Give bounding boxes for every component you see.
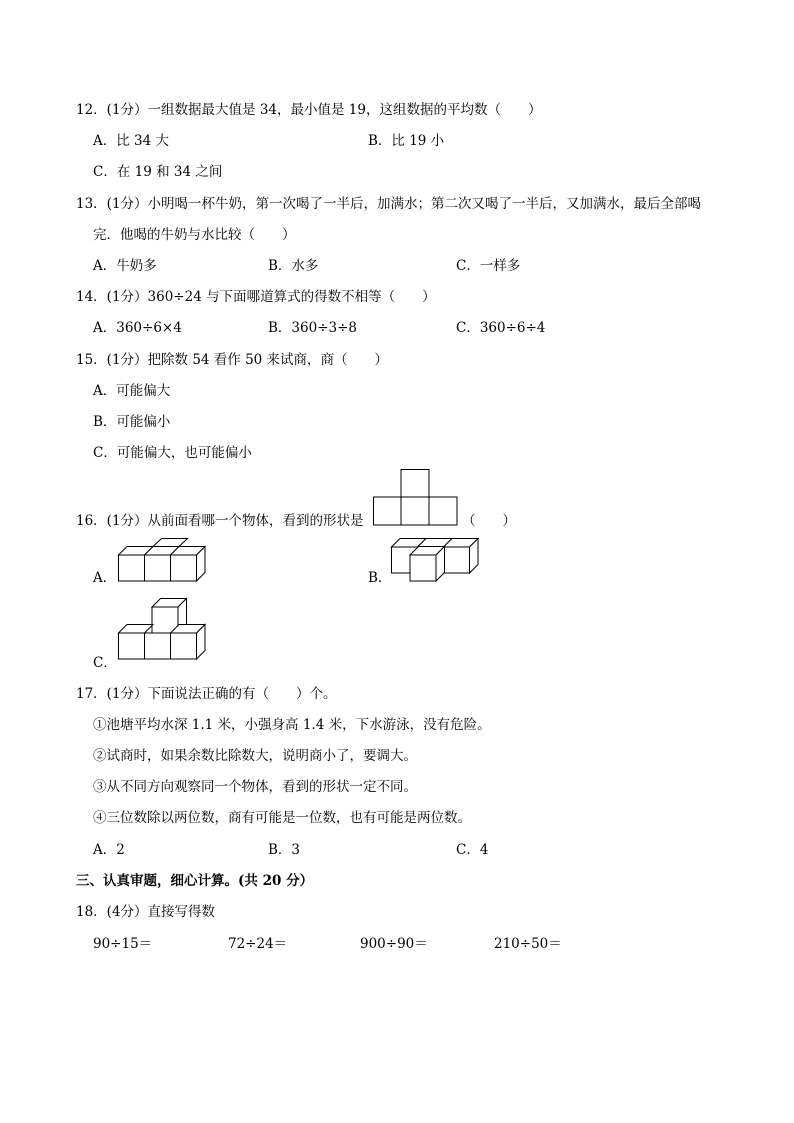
q17-option-c[interactable]: C．4 bbox=[456, 842, 489, 858]
q15-stem: 15．(1分）把除数 54 看作 50 来试商，商（ ） bbox=[76, 352, 389, 368]
q13-option-c[interactable]: C．一样多 bbox=[456, 258, 521, 274]
q16-option-c[interactable]: C． bbox=[93, 655, 117, 671]
q17-option-a[interactable]: A．2 bbox=[93, 842, 125, 858]
q17-statement-1: ①池塘平均水深 1.1 米，小强身高 1.4 米，下水游泳，没有危险。 bbox=[93, 717, 491, 733]
q16-option-a[interactable]: A． bbox=[93, 570, 117, 586]
q15-option-a[interactable]: A．可能偏大 bbox=[93, 383, 171, 399]
q17-statement-4: ④三位数除以两位数，商有可能是一位数，也有可能是两位数。 bbox=[93, 810, 471, 826]
section-3-heading: 三、认真审题，细心计算。(共 20 分） bbox=[76, 873, 314, 889]
q16-stem: 16．(1分）从前面看哪一个物体，看到的形状是 bbox=[76, 513, 364, 529]
q14-option-b[interactable]: B．360÷3÷8 bbox=[268, 320, 357, 336]
q15-option-c[interactable]: C．可能偏大，也可能偏小 bbox=[93, 445, 252, 461]
q13-stem-continued: 完．他喝的牛奶与水比较（ ） bbox=[93, 227, 296, 243]
q14-option-a[interactable]: A．360÷6×4 bbox=[93, 320, 182, 336]
q17-option-b[interactable]: B．3 bbox=[268, 842, 301, 858]
q16-option-b[interactable]: B． bbox=[368, 570, 392, 586]
q12-option-a[interactable]: A．比 34 大 bbox=[93, 133, 170, 149]
q12-option-b[interactable]: B．比 19 小 bbox=[368, 133, 445, 149]
q16-option-a-cubes[interactable] bbox=[118, 538, 208, 584]
q17-statement-3: ③从不同方向观察同一个物体，看到的形状一定不同。 bbox=[93, 779, 417, 795]
q17-stem: 17．(1分）下面说法正确的有（ ）个。 bbox=[76, 686, 337, 702]
q14-option-c[interactable]: C．360÷6÷4 bbox=[456, 320, 546, 336]
q18-expression-3: 900÷90＝ bbox=[360, 936, 428, 952]
q12-option-c[interactable]: C．在 19 和 34 之间 bbox=[93, 164, 223, 180]
q13-option-a[interactable]: A．牛奶多 bbox=[93, 258, 157, 274]
q15-option-b[interactable]: B．可能偏小 bbox=[93, 414, 171, 430]
q13-stem: 13．(1分）小明喝一杯牛奶，第一次喝了一半后，加满水；第二次又喝了一半后，又加满水，最后全部喝 bbox=[76, 196, 702, 212]
q16-option-c-cubes[interactable] bbox=[118, 598, 208, 668]
q16-stem-tail: （ ） bbox=[462, 513, 516, 529]
q14-stem: 14．(1分）360÷24 与下面哪道算式的得数不相等（ ） bbox=[76, 289, 436, 305]
q18-expression-4: 210÷50＝ bbox=[494, 936, 562, 952]
q18-stem: 18．(4分）直接写得数 bbox=[76, 904, 216, 920]
q18-expression-1: 90÷15＝ bbox=[93, 936, 153, 952]
q16-option-b-cubes[interactable] bbox=[391, 538, 483, 584]
q18-expression-2: 72÷24＝ bbox=[228, 936, 288, 952]
q12-stem: 12．(1分）一组数据最大值是 34，最小值是 19，这组数据的平均数（ ） bbox=[76, 102, 542, 118]
q13-option-b[interactable]: B．水多 bbox=[268, 258, 319, 274]
q17-statement-2: ②试商时，如果余数比除数大，说明商小了，要调大。 bbox=[93, 748, 417, 764]
q16-front-view-figure bbox=[373, 469, 459, 526]
